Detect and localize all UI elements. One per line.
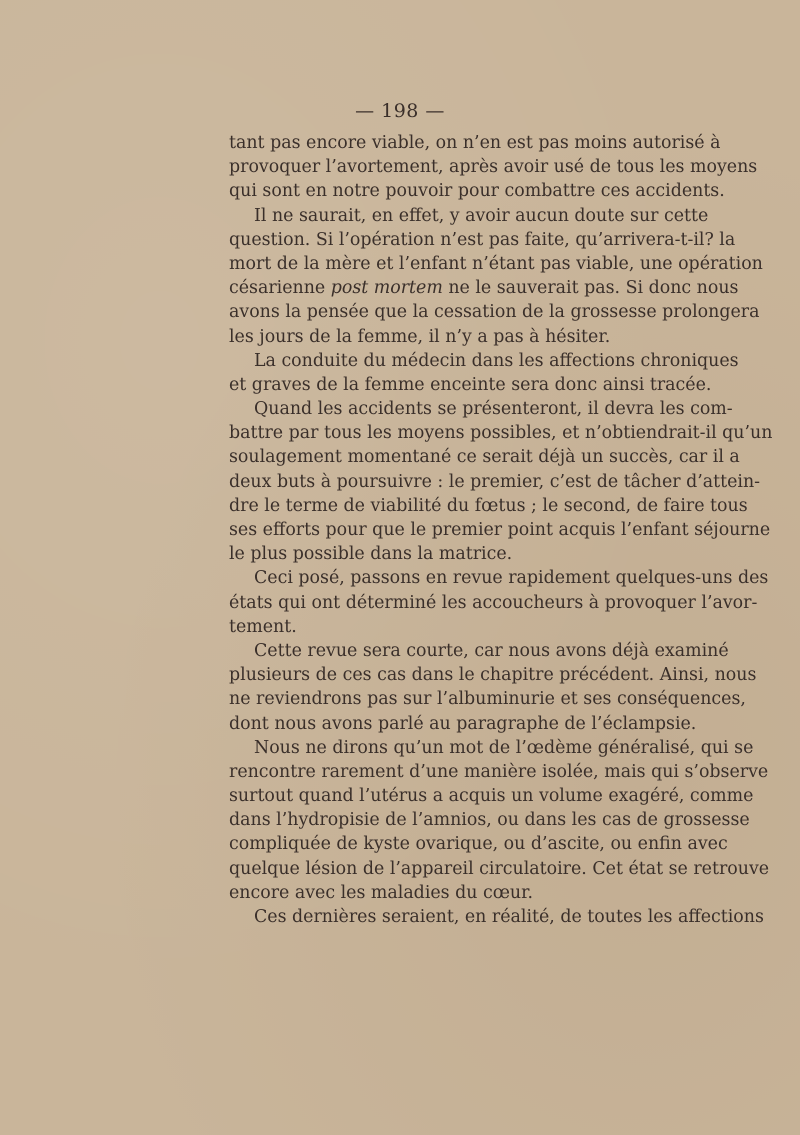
text-line: question. Si l’opération n’est pas faite, qu’arrivera-t-il? la: [229, 229, 736, 250]
text-line: compliquée de kyste ovarique, ou d’ascite, ou enfin avec: [229, 834, 728, 855]
italic-term: post mortem: [330, 278, 443, 299]
text-line: qui sont en notre pouvoir pour combattre ces accidents.: [229, 181, 725, 202]
text-segment: ne le sauverait pas. Si donc nous: [442, 278, 739, 299]
text-line: ses efforts pour que le premier point acquis l’enfant séjourne: [229, 520, 771, 540]
text-line: [229, 276, 739, 300]
text-line: encore avec les maladies du cœur.: [229, 882, 534, 903]
text-line: les jours de la femme, il n’y a pas à hésiter.: [229, 326, 611, 347]
text-line: mort de la mère et l’enfant n’étant pas viable, une opération: [229, 253, 763, 274]
text-line: Ceci posé, passons en revue rapidement quelques-uns des: [254, 568, 769, 589]
text-line: ne reviendrons pas sur l’albuminurie et ses conséquences,: [229, 689, 746, 710]
text-line: tant pas encore viable, on n’en est pas moins autorisé à: [229, 133, 721, 153]
text-line: le plus possible dans la matrice.: [229, 544, 513, 565]
text-line: provoquer l’avortement, après avoir usé de tous les moyens: [229, 157, 758, 178]
text-line: et graves de la femme enceinte sera donc ainsi tracée.: [229, 374, 712, 395]
text-line: Ces dernières seraient, en réalité, de toutes les affections: [254, 907, 764, 927]
text-line: quelque lésion de l’appareil circulatoire. Cet état se retrouve: [229, 858, 770, 879]
text-line: Il ne saurait, en effet, y avoir aucun doute sur cette: [254, 205, 709, 226]
text-line: Nous ne dirons qu’un mot de l’œdème généralisé, qui se: [254, 737, 754, 758]
body-text: [229, 131, 773, 929]
text-line: soulagement momentané ce serait déjà un succès, car il a: [229, 447, 740, 468]
text-line: rencontre rarement d’une manière isolée, mais qui s’observe: [229, 761, 769, 782]
text-line: tement.: [229, 616, 297, 637]
text-line: deux buts à poursuivre : le premier, c’est de tâcher d’attein-: [229, 471, 761, 492]
text-line: avons la pensée que la cessation de la grossesse prolongera: [229, 302, 760, 323]
text-line: Quand les accidents se présenteront, il devra les com-: [254, 399, 733, 420]
text-line: dans l’hydropisie de l’amnios, ou dans les cas de grossesse: [229, 810, 750, 831]
text-line: Cette revue sera courte, car nous avons déjà examiné: [254, 640, 729, 661]
text-line: dont nous avons parlé au paragraphe de l’éclampsie.: [229, 713, 697, 734]
text-line: dre le terme de viabilité du fœtus ; le second, de faire tous: [229, 495, 748, 516]
text-segment: césarienne: [229, 278, 331, 299]
page-number: — 198 —: [355, 100, 445, 122]
text-line: La conduite du médecin dans les affections chroniques: [254, 350, 739, 371]
text-line: battre par tous les moyens possibles, et n’obtiendrait-il qu’un: [229, 423, 773, 444]
text-line: plusieurs de ces cas dans le chapitre précédent. Ainsi, nous: [229, 665, 757, 686]
text-line: états qui ont déterminé les accoucheurs à provoquer l’avor-: [229, 592, 758, 613]
text-line: surtout quand l’utérus a acquis un volume exagéré, comme: [229, 786, 754, 807]
